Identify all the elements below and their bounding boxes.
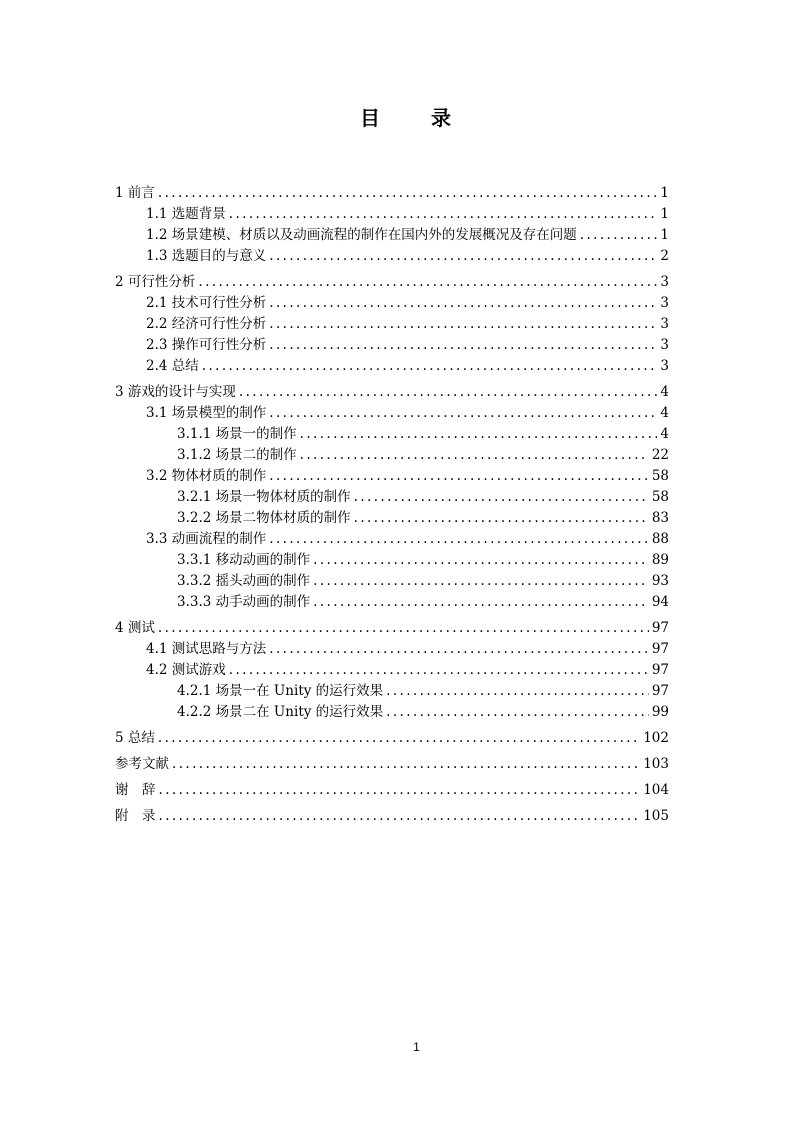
toc-leader-dots	[269, 293, 657, 314]
toc-entry-label: 2.3 操作可行性分析	[146, 337, 267, 353]
toc-entry[interactable]	[115, 550, 671, 571]
toc-leader-dots	[386, 681, 649, 702]
toc-entry[interactable]	[115, 225, 671, 246]
toc-leader-dots	[313, 550, 649, 571]
toc-entry-label: 4.2.1 场景一在 Unity 的运行效果	[177, 683, 384, 699]
toc-leader-dots	[158, 728, 640, 749]
toc-entry-page: 88	[651, 531, 669, 547]
toc-entry[interactable]	[115, 618, 671, 639]
toc-entry-page: 94	[651, 594, 669, 610]
toc-entry-label: 3.2 物体材质的制作	[146, 468, 267, 484]
toc-entry-page: 103	[643, 756, 669, 772]
toc-entry-page: 105	[643, 808, 669, 824]
toc-entry-label: 3.3.1 移动动画的制作	[177, 552, 311, 568]
toc-leader-dots	[269, 246, 657, 267]
toc-entry-label: 2.1 技术可行性分析	[146, 295, 267, 311]
toc-entry-page: 22	[651, 447, 669, 463]
toc-entry-label: 3.1.2 场景二的制作	[177, 447, 297, 463]
toc-entry-page: 1	[660, 227, 669, 243]
toc-entry-page: 97	[651, 641, 669, 657]
toc-leader-dots	[313, 592, 649, 613]
page-title: 目 录	[360, 106, 473, 130]
toc-leader-dots	[269, 335, 657, 356]
toc-entry-label: 3.3.3 动手动画的制作	[177, 594, 311, 610]
toc-entry-label: 参考文献	[115, 756, 169, 772]
toc-entry[interactable]	[115, 639, 671, 660]
toc-entry-label: 2 可行性分析	[115, 274, 196, 290]
toc-entry-label: 2.4 总结	[146, 358, 199, 374]
toc-entry-page: 1	[660, 185, 669, 201]
toc-entry[interactable]	[115, 466, 671, 487]
toc-entry[interactable]	[115, 293, 671, 314]
toc-entry-page: 97	[651, 662, 669, 678]
toc-entry-label: 4.1 测试思路与方法	[146, 641, 267, 657]
toc-entry[interactable]	[115, 487, 671, 508]
toc-entry[interactable]	[115, 754, 671, 775]
toc-entry-page: 4	[660, 405, 669, 421]
toc-entry-page: 1	[660, 206, 669, 222]
toc-entry-page: 104	[643, 782, 669, 798]
toc-leader-dots	[269, 529, 649, 550]
toc-entry-label: 3.3 动画流程的制作	[146, 531, 267, 547]
toc-leader-dots	[269, 314, 657, 335]
toc-entry-label: 3 游戏的设计与实现	[115, 384, 236, 400]
toc-entry[interactable]	[115, 246, 671, 267]
toc-entry-page: 58	[651, 489, 669, 505]
toc-entry-label: 2.2 经济可行性分析	[146, 316, 267, 332]
toc-entry-label: 3.2.2 场景二物体材质的制作	[177, 510, 351, 526]
toc-leader-dots	[354, 508, 649, 529]
toc-entry-page: 89	[651, 552, 669, 568]
toc-entry[interactable]	[115, 272, 671, 293]
toc-leader-dots	[239, 382, 658, 403]
toc-leader-dots	[159, 806, 641, 827]
toc-leader-dots	[300, 445, 649, 466]
toc-entry-page: 4	[660, 426, 669, 442]
toc-entry-page: 93	[651, 573, 669, 589]
toc-entry-page: 3	[660, 337, 669, 353]
toc-entry-label: 附 录	[115, 808, 156, 824]
toc-entry[interactable]	[115, 780, 671, 801]
toc-entry[interactable]	[115, 204, 671, 225]
toc-entry[interactable]	[115, 571, 671, 592]
toc-entry-label: 1.3 选题目的与意义	[146, 248, 267, 264]
toc-entry-page: 2	[660, 248, 669, 264]
toc-entry[interactable]	[115, 403, 671, 424]
toc-leader-dots	[198, 272, 657, 293]
toc-entry-label: 谢 辞	[115, 782, 156, 798]
toc-entry-label: 3.1 场景模型的制作	[146, 405, 267, 421]
toc-leader-dots	[386, 702, 649, 723]
toc-entry-page: 4	[660, 384, 669, 400]
toc-entry-page: 3	[660, 358, 669, 374]
page-number: 1	[413, 1040, 420, 1054]
toc-leader-dots	[158, 183, 658, 204]
toc-entry[interactable]	[115, 445, 671, 466]
toc-entry-page: 3	[660, 295, 669, 311]
toc-entry-label: 4.2.2 场景二在 Unity 的运行效果	[177, 704, 384, 720]
toc-entry[interactable]	[115, 728, 671, 749]
toc-leader-dots	[158, 618, 649, 639]
toc-entry[interactable]	[115, 508, 671, 529]
toc-leader-dots	[229, 204, 658, 225]
toc-leader-dots	[269, 403, 657, 424]
toc-leader-dots	[229, 660, 649, 681]
toc-entry-label: 3.3.2 摇头动画的制作	[177, 573, 311, 589]
toc-leader-dots	[354, 487, 649, 508]
toc-entry[interactable]	[115, 806, 671, 827]
toc-entry[interactable]	[115, 660, 671, 681]
toc-leader-dots	[269, 639, 649, 660]
toc-entry[interactable]	[115, 424, 671, 445]
toc-leader-dots	[159, 780, 641, 801]
toc-entry-page: 97	[651, 620, 669, 636]
toc-entry[interactable]	[115, 702, 671, 723]
toc-entry-page: 58	[651, 468, 669, 484]
toc-entry[interactable]	[115, 314, 671, 335]
toc-entry[interactable]	[115, 681, 671, 702]
toc-entry-label: 1.1 选题背景	[146, 206, 226, 222]
toc-leader-dots	[580, 225, 658, 246]
toc-entry-label: 3.1.1 场景一的制作	[177, 426, 297, 442]
toc-entry-page: 99	[651, 704, 669, 720]
toc-entry-label: 4 测试	[115, 620, 155, 636]
toc-entry[interactable]	[115, 335, 671, 356]
toc-entry-page: 3	[660, 274, 669, 290]
toc-leader-dots	[172, 754, 640, 775]
toc-entry-page: 3	[660, 316, 669, 332]
toc-entry-label: 1 前言	[115, 185, 155, 201]
toc-leader-dots	[300, 424, 658, 445]
toc-entry-label: 3.2.1 场景一物体材质的制作	[177, 489, 351, 505]
table-of-contents	[115, 183, 671, 827]
toc-entry-label: 4.2 测试游戏	[146, 662, 226, 678]
toc-leader-dots	[269, 466, 649, 487]
toc-entry[interactable]	[115, 382, 671, 403]
toc-entry[interactable]	[115, 183, 671, 204]
toc-entry[interactable]	[115, 592, 671, 613]
toc-entry-page: 83	[651, 510, 669, 526]
toc-entry[interactable]	[115, 529, 671, 550]
toc-entry-page: 97	[651, 683, 669, 699]
toc-entry-page: 102	[643, 730, 669, 746]
toc-leader-dots	[202, 356, 658, 377]
toc-entry-label: 1.2 场景建模、材质以及动画流程的制作在国内外的发展概况及存在问题	[146, 227, 577, 243]
toc-entry-label: 5 总结	[115, 730, 155, 746]
toc-entry[interactable]	[115, 356, 671, 377]
toc-leader-dots	[313, 571, 649, 592]
